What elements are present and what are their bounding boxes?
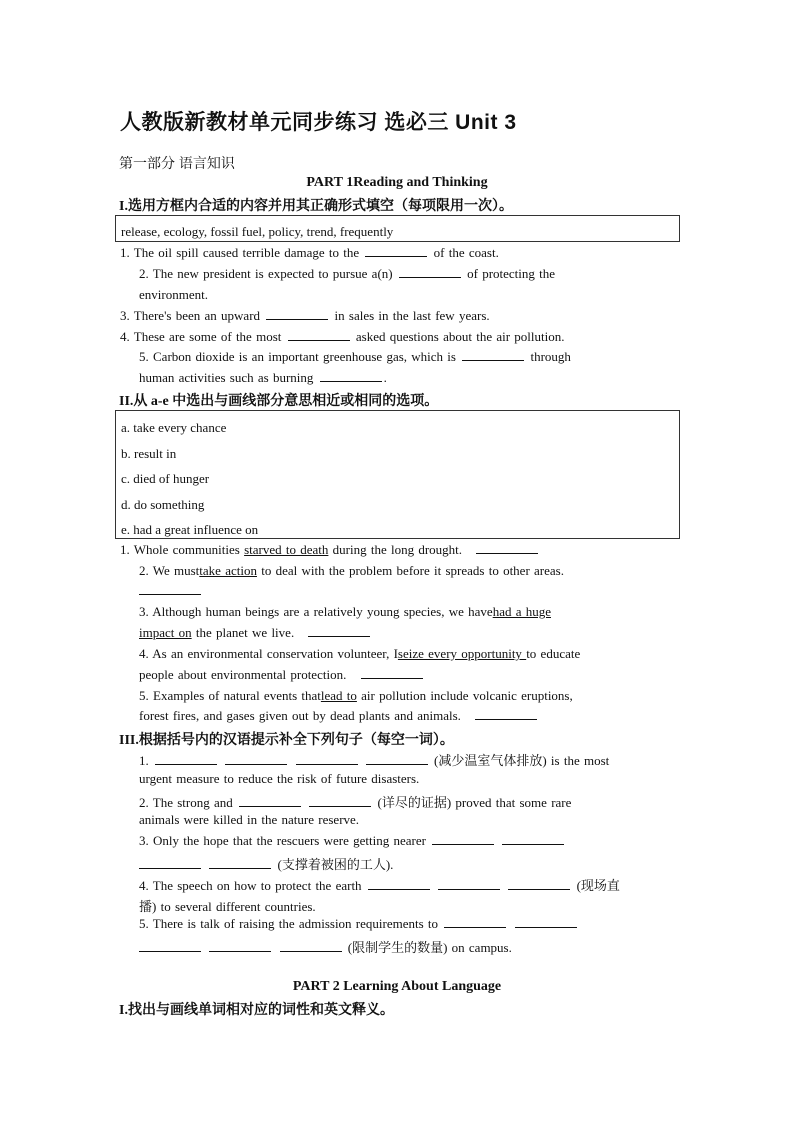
section4-heading: I.找出与画线单词相对应的词性和英文释义。 xyxy=(119,1003,394,1018)
s2-question-3: 3. Although human beings are a relatively young species, we havehad a huge xyxy=(139,604,551,619)
s3-question-3-cont: (支撑着被困的工人). xyxy=(139,854,393,873)
section2-heading: II.从 a-e 中选出与画线部分意思相近或相同的选项。 xyxy=(119,394,439,409)
answer-blank[interactable] xyxy=(508,878,570,890)
options-box xyxy=(115,410,680,539)
option-d: d. do something xyxy=(121,497,205,512)
option-c: c. died of hunger xyxy=(121,471,210,486)
answer-blank[interactable] xyxy=(209,857,271,869)
answer-blank[interactable] xyxy=(209,940,271,952)
s1-question-2: 2. The new president is expected to pursue a(n) of protecting the xyxy=(139,266,556,281)
s1-question-2-cont: environment. xyxy=(139,287,208,302)
section-part-one: 第一部分 语言知识 xyxy=(119,155,235,171)
s2-question-4-cont: people about environmental protection. xyxy=(139,667,425,683)
s2-question-2-cont xyxy=(139,583,201,599)
answer-blank[interactable] xyxy=(365,245,427,257)
s3-question-4: 4. The speech on how to protect the earth (现场直 xyxy=(139,878,620,893)
answer-blank[interactable] xyxy=(225,753,287,765)
answer-blank[interactable] xyxy=(462,349,524,361)
s3-question-2-cont: animals were killed in the nature reserve. xyxy=(139,812,360,827)
page-title: 人教版新教材单元同步练习 选必三 Unit 3 xyxy=(120,111,517,134)
answer-blank[interactable] xyxy=(309,795,371,807)
answer-blank[interactable] xyxy=(139,583,201,595)
word-bank-box xyxy=(115,215,680,242)
part1-heading: PART 1Reading and Thinking xyxy=(306,175,488,190)
s1-question-5: 5. Carbon dioxide is an important greenhouse gas, which is through xyxy=(139,349,571,364)
s1-question-3: 3. There's been an upward in sales in the last few years. xyxy=(120,308,490,323)
s3-question-5-cont: (限制学生的数量) on campus. xyxy=(139,937,512,956)
answer-blank[interactable] xyxy=(296,753,358,765)
answer-blank[interactable] xyxy=(366,753,428,765)
answer-blank[interactable] xyxy=(288,329,350,341)
part2-heading: PART 2 Learning About Language xyxy=(292,979,502,994)
answer-blank[interactable] xyxy=(308,625,370,637)
answer-blank[interactable] xyxy=(361,667,423,679)
option-b: b. result in xyxy=(121,446,177,461)
option-e: e. had a great influence on xyxy=(121,522,259,537)
s2-question-5-cont: forest fires, and gases given out by dead plants and animals. xyxy=(139,708,539,724)
s2-question-3-cont: impact on the planet we live. xyxy=(139,625,372,641)
s2-question-4: 4. As an environmental conservation volunteer, Iseize every opportunity to educate xyxy=(139,646,581,661)
s1-question-1: 1. The oil spill caused terrible damage to the of the coast. xyxy=(120,245,499,260)
answer-blank[interactable] xyxy=(139,940,201,952)
answer-blank[interactable] xyxy=(280,940,342,952)
answer-blank[interactable] xyxy=(432,833,494,845)
answer-blank[interactable] xyxy=(139,857,201,869)
answer-blank[interactable] xyxy=(155,753,217,765)
answer-blank[interactable] xyxy=(320,370,382,382)
answer-blank[interactable] xyxy=(502,833,564,845)
answer-blank[interactable] xyxy=(368,878,430,890)
s1-question-4: 4. These are some of the most asked questions about the air pollution. xyxy=(120,329,565,344)
answer-blank[interactable] xyxy=(476,542,538,554)
s3-question-3: 3. Only the hope that the rescuers were getting nearer xyxy=(139,833,566,849)
answer-blank[interactable] xyxy=(266,308,328,320)
answer-blank[interactable] xyxy=(444,916,506,928)
s2-question-1: 1. Whole communities starved to death during the long drought. xyxy=(120,542,540,558)
answer-blank[interactable] xyxy=(515,916,577,928)
s3-question-4-cont: 播) to several different countries. xyxy=(139,899,316,914)
s2-question-2: 2. We musttake action to deal with the problem before it spreads to other areas. xyxy=(139,563,564,578)
s3-question-1-cont: urgent measure to reduce the risk of future disasters. xyxy=(139,771,420,786)
section1-heading: I.选用方框内合适的内容并用其正确形式填空（每项限用一次）。 xyxy=(119,199,513,214)
answer-blank[interactable] xyxy=(239,795,301,807)
answer-blank[interactable] xyxy=(475,708,537,720)
s3-question-1: 1. (减少温室气体排放) is the most xyxy=(139,753,610,768)
answer-blank[interactable] xyxy=(438,878,500,890)
s3-question-5: 5. There is talk of raising the admission requirements to xyxy=(139,916,579,932)
word-bank: release, ecology, fossil fuel, policy, trend, frequently xyxy=(121,224,394,239)
answer-blank[interactable] xyxy=(399,266,461,278)
s2-question-5: 5. Examples of natural events thatlead to air pollution include volcanic eruptions, xyxy=(139,688,573,703)
option-a: a. take every chance xyxy=(121,420,227,435)
s3-question-2: 2. The strong and (详尽的证据) proved that some rare xyxy=(139,795,572,810)
s1-question-5-cont: human activities such as burning . xyxy=(139,370,387,385)
section3-heading: III.根据括号内的汉语提示补全下列句子（每空一词）。 xyxy=(119,733,454,748)
